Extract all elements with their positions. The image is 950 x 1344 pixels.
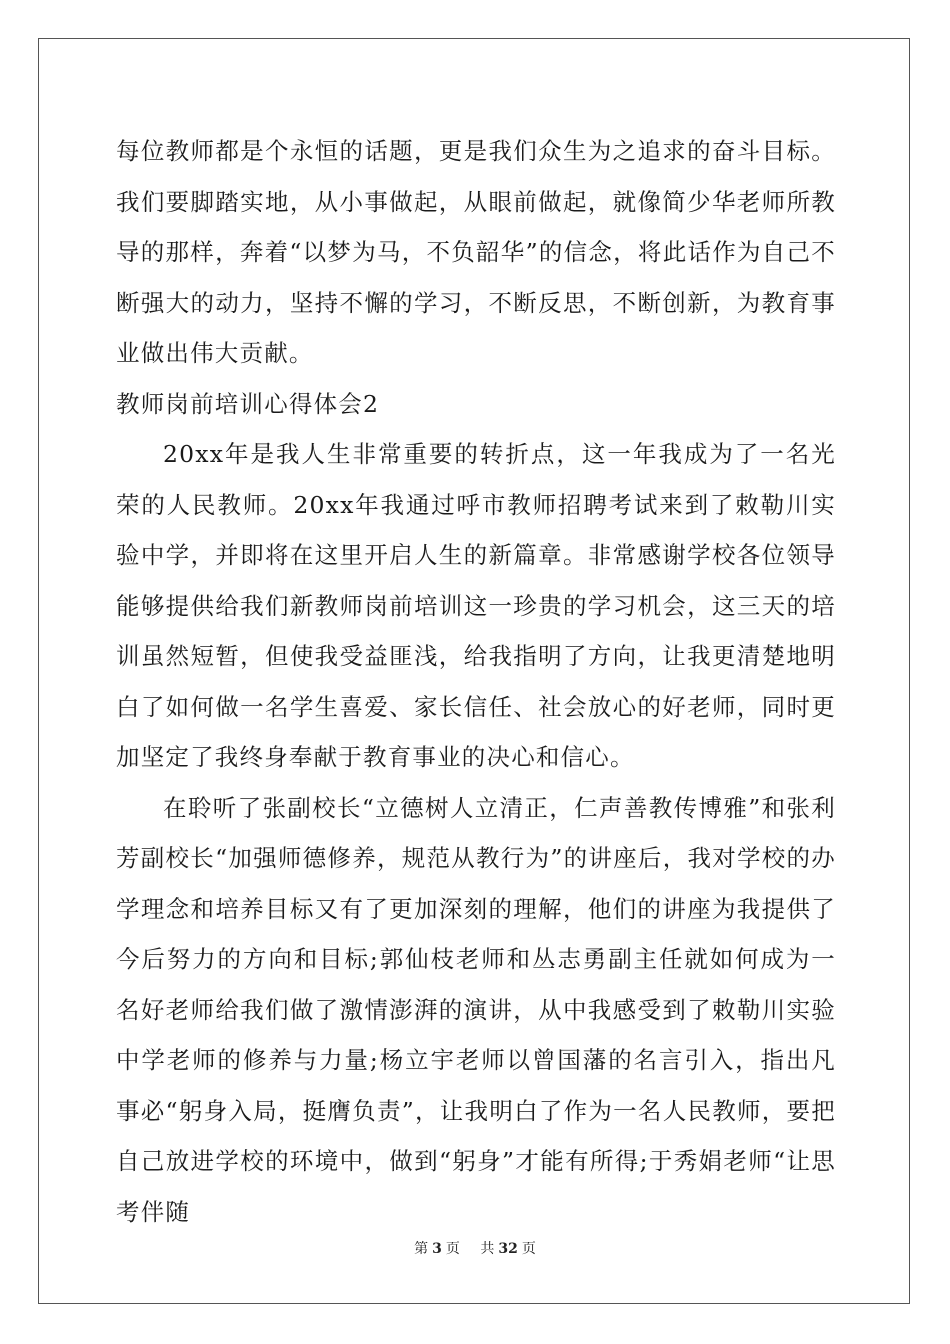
section-title: 教师岗前培训心得体会2 (116, 389, 380, 418)
page-footer (0, 1238, 950, 1258)
paragraph: 在聆听了张副校长“立德树人立清正，仁声善教传博雅”和张利芳副校长“加强师德修养，规范从教行为”的讲座后，我对学校的办学理念和培养目标又有了更加深刻的理解，他们的讲座为我提供了今后努力的方向和目标;郭仙枝老师和丛志勇副主任就如何成为一名好老师给我们做了激情澎湃的演讲，从中我感受到了敕勒川实验中学老师的修养与力量;杨立宇老师以曾国藩的名言引入，指出凡事必“躬身入局，挺膺负责”，让我明白了作为一名人民教师，要把自己放进学校的环境中，做到“躬身”才能有所得;于秀娟老师“让思考伴随 (116, 793, 836, 1226)
paragraph: 20xx年是我人生非常重要的转折点，这一年我成为了一名光荣的人民教师。20xx年我通过呼市教师招聘考试来到了敕勒川实验中学，并即将在这里开启人生的新篇章。非常感谢学校各位领导能够提供给我们新教师岗前培训这一珍贵的学习机会，这三天的培训虽然短暂，但使我受益匪浅，给我指明了方向，让我更清楚地明白了如何做一名学生喜爱、家长信任、社会放心的好老师，同时更加坚定了我终身奉献于教育事业的决心和信心。 (116, 440, 836, 771)
document-body (116, 126, 836, 1237)
page-current: 3 (432, 1241, 442, 1257)
paragraph-continued: 每位教师都是个永恒的话题，更是我们众生为之追求的奋斗目标。我们要脚踏实地，从小事做起，从眼前做起，就像简少华老师所教导的那样，奔着“以梦为马，不负韶华”的信念，将此话作为自己不断强大的动力，坚持不懈的学习，不断反思，不断创新，为教育事业做出伟大贡献。 (116, 137, 836, 367)
page-total-indicator: 共 32 页 (480, 1241, 536, 1257)
page-indicator: 第 3 页 (414, 1241, 460, 1257)
page-total: 32 (498, 1241, 518, 1257)
